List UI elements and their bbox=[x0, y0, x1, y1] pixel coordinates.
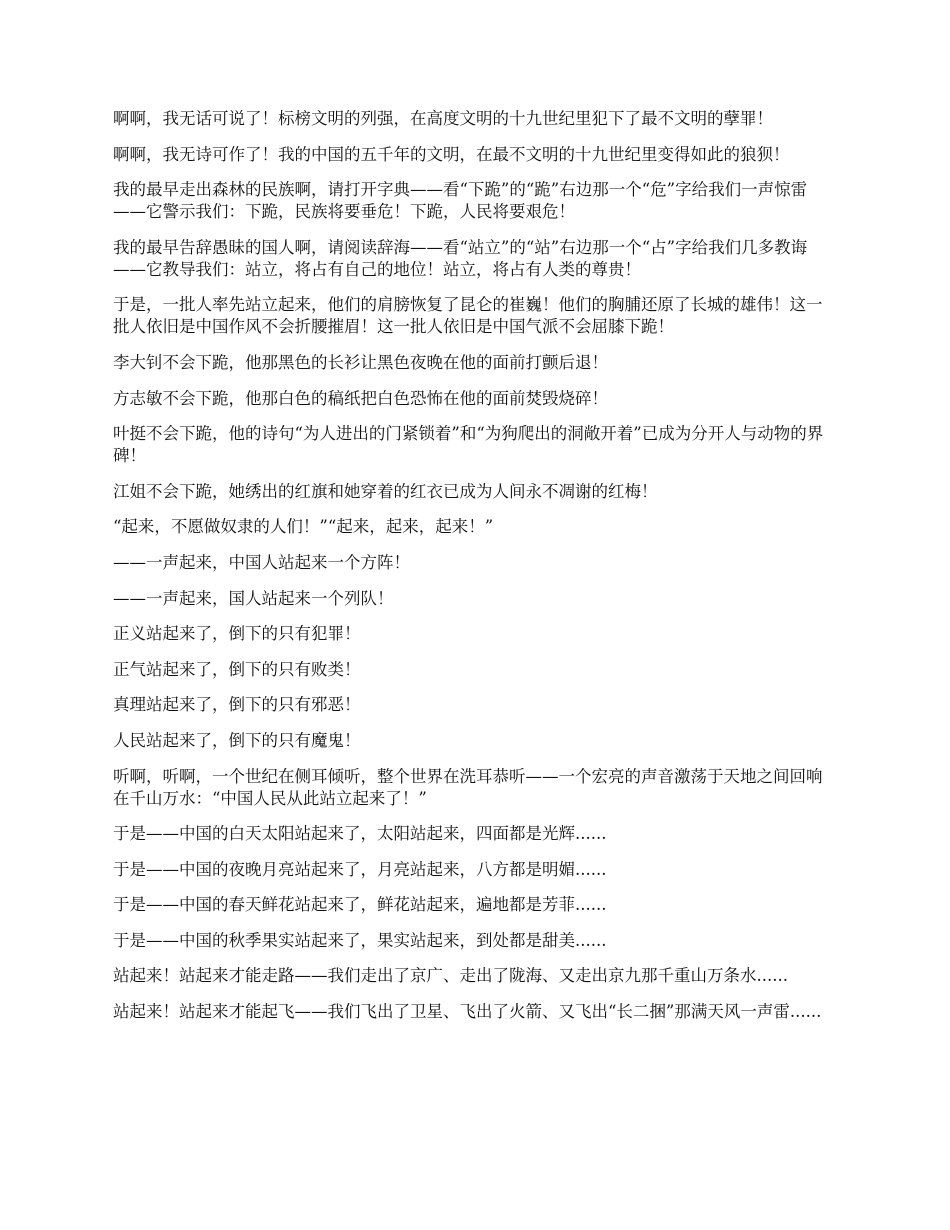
paragraph: 叶挺不会下跪，他的诗句“为人进出的门紧锁着”和“为狗爬出的洞敞开着”已成为分开人与动物的界碑！ bbox=[113, 424, 824, 466]
paragraph: “起来，不愿做奴隶的人们！”“起来，起来，起来！” bbox=[113, 517, 494, 537]
paragraph: 站起来！站起来才能起飞——我们飞出了卫星、飞出了火箭、又飞出“长二捆”那满天风一声雷...... bbox=[113, 1002, 822, 1022]
paragraph: ——一声起来，中国人站起来一个方阵！ bbox=[113, 552, 410, 572]
paragraph: 我的最早走出森林的民族啊，请打开字典——看“下跪”的“跪”右边那一个“危”字给我们一声惊雷——它警示我们：下跪，民族将要垂危！下跪，人民将要艰危！ bbox=[113, 180, 808, 222]
paragraph: 方志敏不会下跪，他那白色的稿纸把白色恐怖在他的面前焚毁烧碎！ bbox=[113, 388, 608, 408]
paragraph: 李大钊不会下跪，他那黑色的长衫让黑色夜晚在他的面前打颤后退！ bbox=[113, 352, 608, 372]
paragraph: 于是——中国的夜晚月亮站起来了，月亮站起来，八方都是明媚...... bbox=[113, 859, 607, 879]
paragraph: 正义站起来了，倒下的只有犯罪！ bbox=[113, 624, 361, 644]
paragraph: 听啊，听啊，一个世纪在侧耳倾听，整个世界在洗耳恭听——一个宏亮的声音激荡于天地之间回响在千山万水：“中国人民从此站立起来了！” bbox=[113, 766, 823, 808]
paragraph: 于是——中国的秋季果实站起来了，果实站起来，到处都是甜美...... bbox=[113, 930, 607, 950]
paragraph: 真理站起来了，倒下的只有邪恶！ bbox=[113, 695, 361, 715]
paragraph: 江姐不会下跪，她绣出的红旗和她穿着的红衣已成为人间永不凋谢的红梅！ bbox=[113, 481, 658, 501]
paragraph: 人民站起来了，倒下的只有魔鬼！ bbox=[113, 730, 361, 750]
document-body bbox=[113, 108, 835, 1037]
paragraph: 于是，一批人率先站立起来，他们的肩膀恢复了昆仑的崔巍！他们的胸脯还原了长城的雄伟！这一批人依旧是中国作风不会折腰摧眉！这一批人依旧是中国气派不会屈膝下跪！ bbox=[113, 295, 823, 337]
paragraph: 正气站起来了，倒下的只有败类！ bbox=[113, 659, 361, 679]
paragraph: 站起来！站起来才能走路——我们走出了京广、走出了陇海、又走出京九那千重山万条水...... bbox=[113, 966, 788, 986]
paragraph: ——一声起来，国人站起来一个列队！ bbox=[113, 588, 394, 608]
paragraph: 啊啊，我无诗可作了！我的中国的五千年的文明，在最不文明的十九世纪里变得如此的狼狈！ bbox=[113, 144, 790, 164]
paragraph: 于是——中国的白天太阳站起来了，太阳站起来，四面都是光辉...... bbox=[113, 824, 607, 844]
paragraph: 于是——中国的春天鲜花站起来了，鲜花站起来，遍地都是芳菲...... bbox=[113, 895, 607, 915]
paragraph: 啊啊，我无话可说了！标榜文明的列强，在高度文明的十九世纪里犯下了最不文明的孽罪！ bbox=[113, 109, 773, 128]
paragraph: 我的最早告辞愚昧的国人啊，请阅读辞海——看“站立”的“站”右边那一个“占”字给我们几多教诲——它教导我们：站立，将占有自己的地位！站立，将占有人类的尊贵！ bbox=[113, 237, 808, 279]
